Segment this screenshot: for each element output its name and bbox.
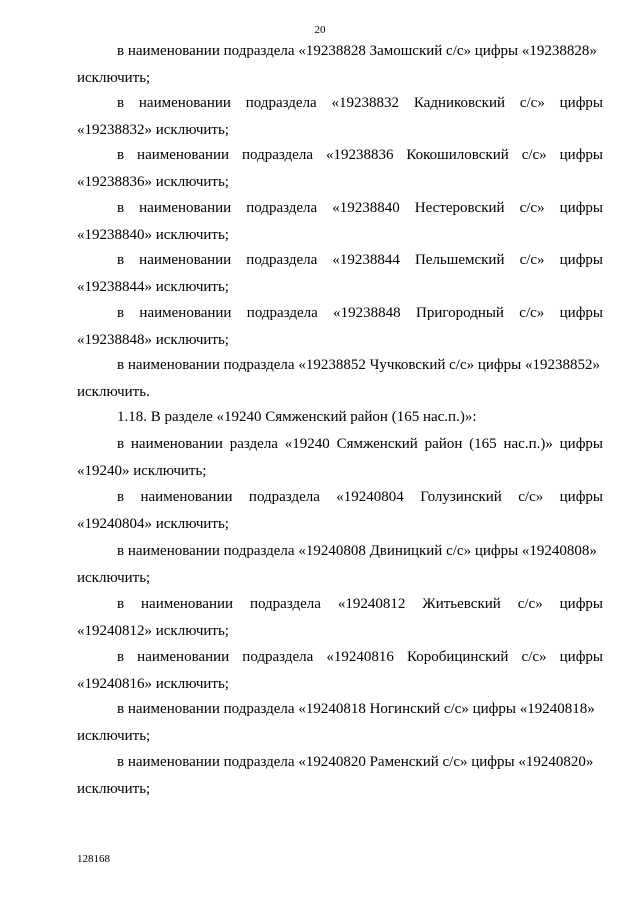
paragraph [77, 147, 603, 191]
paragraph-line: в наименовании подраздела «19240804 Голузинский с/с» цифры [117, 489, 603, 505]
paragraph [77, 543, 603, 587]
paragraph-line: в наименовании подраздела «19240820 Раменский с/с» цифры «19240820» [117, 754, 594, 770]
paragraph-line: «19238840» исключить; [77, 227, 229, 243]
paragraph [77, 754, 603, 798]
paragraph-line: в наименовании подраздела «19240816 Коробицинский с/с» цифры [117, 649, 603, 665]
document-code: 128168 [77, 853, 110, 865]
paragraph-line: исключить. [77, 384, 150, 400]
paragraph-line: в наименовании подраздела «19238836 Кокошиловский с/с» цифры [117, 147, 603, 163]
paragraph [77, 701, 603, 745]
paragraph [77, 43, 603, 87]
paragraph [77, 200, 603, 244]
paragraph-line: исключить; [77, 70, 151, 86]
paragraph [77, 357, 603, 401]
paragraph-line: 1.18. В разделе «19240 Сямженский район (165 нас.п.)»: [117, 409, 477, 425]
paragraph-line: в наименовании подраздела «19238844 Пельшемский с/с» цифры [117, 252, 603, 268]
paragraph-line: в наименовании подраздела «19240818 Ногинский с/с» цифры «19240818» [117, 701, 595, 717]
paragraph-line: в наименовании подраздела «19238828 Замошский с/с» цифры «19238828» [117, 43, 597, 59]
paragraph [77, 596, 603, 640]
paragraph [77, 489, 603, 533]
paragraph-line: исключить; [77, 570, 151, 586]
paragraph [77, 252, 603, 296]
paragraph-line: «19238844» исключить; [77, 279, 229, 295]
paragraph-line: в наименовании раздела «19240 Сямженский район (165 нас.п.)» цифры [117, 436, 603, 452]
paragraph-line: «19240» исключить; [77, 463, 207, 479]
paragraph-line: исключить; [77, 728, 151, 744]
paragraph [77, 436, 603, 480]
paragraph-line: в наименовании подраздела «19238840 Нестеровский с/с» цифры [117, 200, 603, 216]
paragraph-line: «19238836» исключить; [77, 174, 229, 190]
paragraph-line: «19238848» исключить; [77, 332, 229, 348]
paragraph-line: «19240812» исключить; [77, 623, 229, 639]
section-heading [77, 409, 603, 426]
paragraph-line: в наименовании подраздела «19238852 Чучковский с/с» цифры «19238852» [117, 357, 600, 373]
page-number: 20 [314, 24, 326, 36]
paragraph-line: «19240816» исключить; [77, 676, 229, 692]
paragraph [77, 649, 603, 693]
paragraph [77, 305, 603, 349]
paragraph-line: в наименовании подраздела «19240808 Двиницкий с/с» цифры «19240808» [117, 543, 597, 559]
paragraph-line: исключить; [77, 781, 151, 797]
paragraph-line: «19238832» исключить; [77, 122, 229, 138]
paragraph-line: в наименовании подраздела «19240812 Житьевский с/с» цифры [117, 596, 603, 612]
paragraph-line: в наименовании подраздела «19238848 Пригородный с/с» цифры [117, 305, 603, 321]
paragraph-line: в наименовании подраздела «19238832 Кадниковский с/с» цифры [117, 95, 603, 111]
paragraph-line: «19240804» исключить; [77, 516, 229, 532]
paragraph [77, 95, 603, 139]
